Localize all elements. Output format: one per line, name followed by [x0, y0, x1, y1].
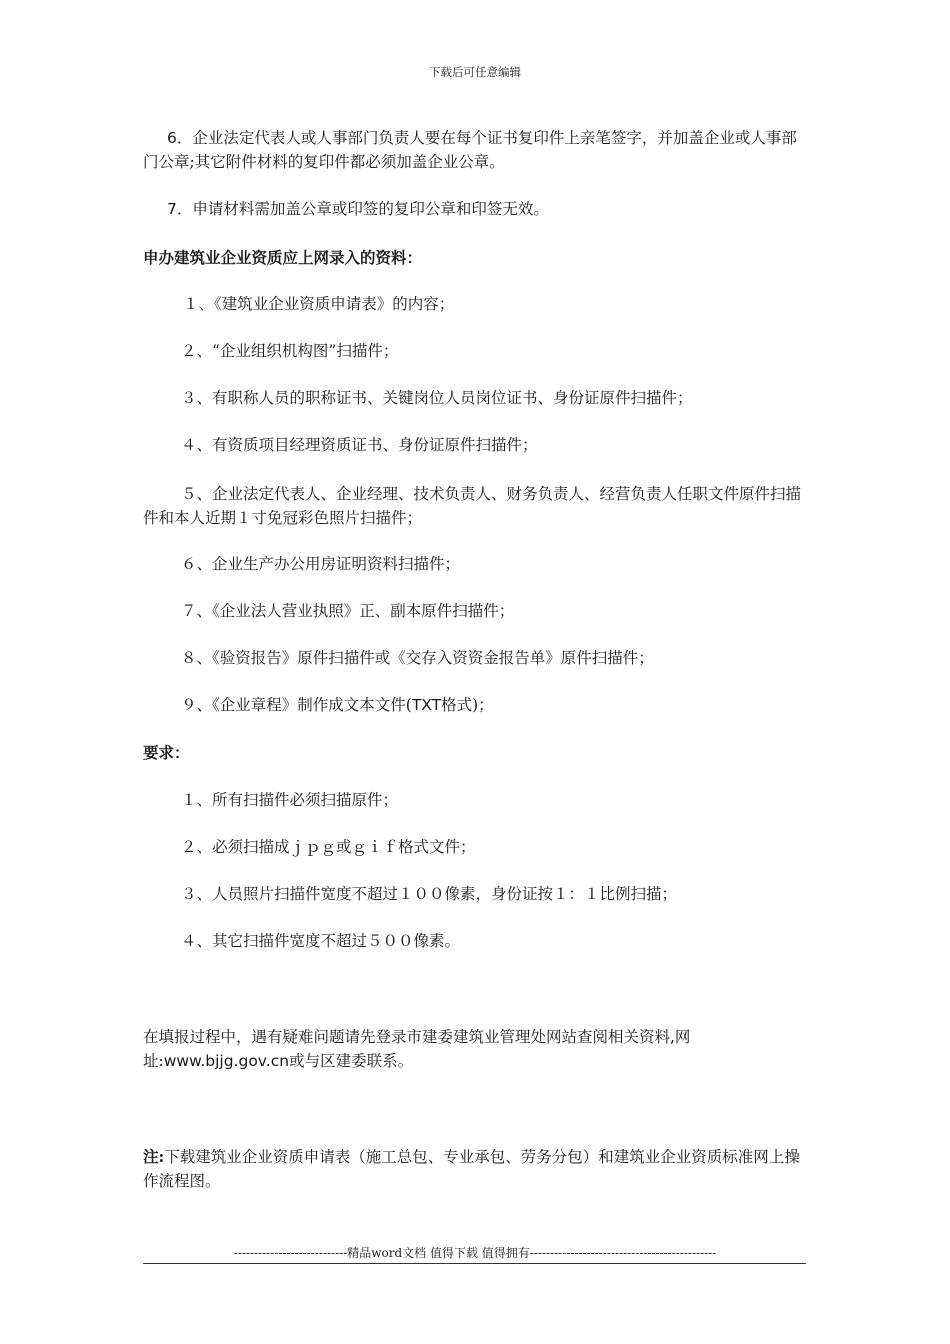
- intro-item-7-number: 7: [167, 200, 177, 218]
- intro-item-6: [143, 126, 803, 174]
- requirements-title: 要求：: [143, 743, 190, 762]
- online-item-9-format: TXT: [411, 696, 442, 714]
- requirement-item-1: １、所有扫描件必须扫描原件；: [181, 791, 399, 809]
- contact-url-link[interactable]: www.bjjg.gov.cn: [163, 1052, 290, 1070]
- online-section-title: 申办建筑业企业资质应上网录入的资料：: [143, 248, 423, 267]
- online-item-1: １、《建筑业企业资质申请表》的内容；: [183, 295, 455, 313]
- contact-line-2-suffix: 或与区建委联系。: [289, 1052, 414, 1070]
- intro-item-6-number: 6: [167, 129, 177, 147]
- contact-url-prefix: 址:: [143, 1052, 164, 1070]
- intro-item-6-text: ．企业法定代表人或人事部门负责人要在每个证书复印件上亲笔签字，并加盖企业或人事部门公章;其它附件材料的复印件都必须加盖企业公章。: [143, 129, 797, 171]
- note-paragraph: [143, 1145, 803, 1193]
- page-footer: ----------------------------精品word文档 值得下载 值得拥有----------------------------------------------: [233, 1246, 717, 1260]
- online-item-4: ４、有资质项目经理资质证书、身份证原件扫描件；: [181, 436, 538, 454]
- online-item-8: ８、《验资报告》原件扫描件或《交存入资资金报告单》原件扫描件；: [181, 649, 654, 667]
- online-item-9-prefix: ９、《企业章程》制作成文本文件(: [181, 696, 412, 714]
- online-item-3: ３、有职称人员的职称证书、关键岗位人员岗位证书、身份证原件扫描件；: [181, 389, 693, 407]
- footer-rule: [143, 1263, 806, 1264]
- requirement-item-4: ４、其它扫描件宽度不超过５００像素。: [181, 932, 461, 950]
- online-item-2: ２、“企业组织机构图”扫描件；: [181, 342, 399, 360]
- contact-line-2: [143, 1050, 413, 1073]
- note-label: 注:: [143, 1147, 165, 1166]
- requirement-item-2: ２、必须扫描成ｊｐｇ或ｇｉｆ格式文件；: [181, 838, 476, 856]
- online-item-6: ６、企业生产办公用房证明资料扫描件；: [181, 555, 461, 573]
- contact-line-1: 在填报过程中，遇有疑难问题请先登录市建委建筑业管理处网站查阅相关资料,网: [143, 1028, 691, 1046]
- intro-item-7-text: ．申请材料需加盖公章或印签的复印公章和印签无效。: [176, 200, 549, 218]
- online-item-5: ５、企业法定代表人、企业经理、技术负责人、财务负责人、经营负责人任职文件原件扫描件和本人近期１寸免冠彩色照片扫描件；: [143, 485, 802, 527]
- note-text: 下载建筑业企业资质申请表（施工总包、专业承包、劳务分包）和建筑业企业资质标准网上操作流程图。: [143, 1148, 800, 1190]
- online-item-9-suffix: 格式)；: [441, 696, 494, 714]
- requirement-item-3: ３、人员照片扫描件宽度不超过１００像素，身份证按１：１比例扫描；: [181, 885, 678, 903]
- intro-item-7: [167, 198, 549, 221]
- online-item-9: [181, 694, 494, 717]
- page-header: 下载后可任意编辑: [429, 65, 521, 79]
- online-item-7: ７、《企业法人营业执照》正、副本原件扫描件；: [181, 602, 515, 620]
